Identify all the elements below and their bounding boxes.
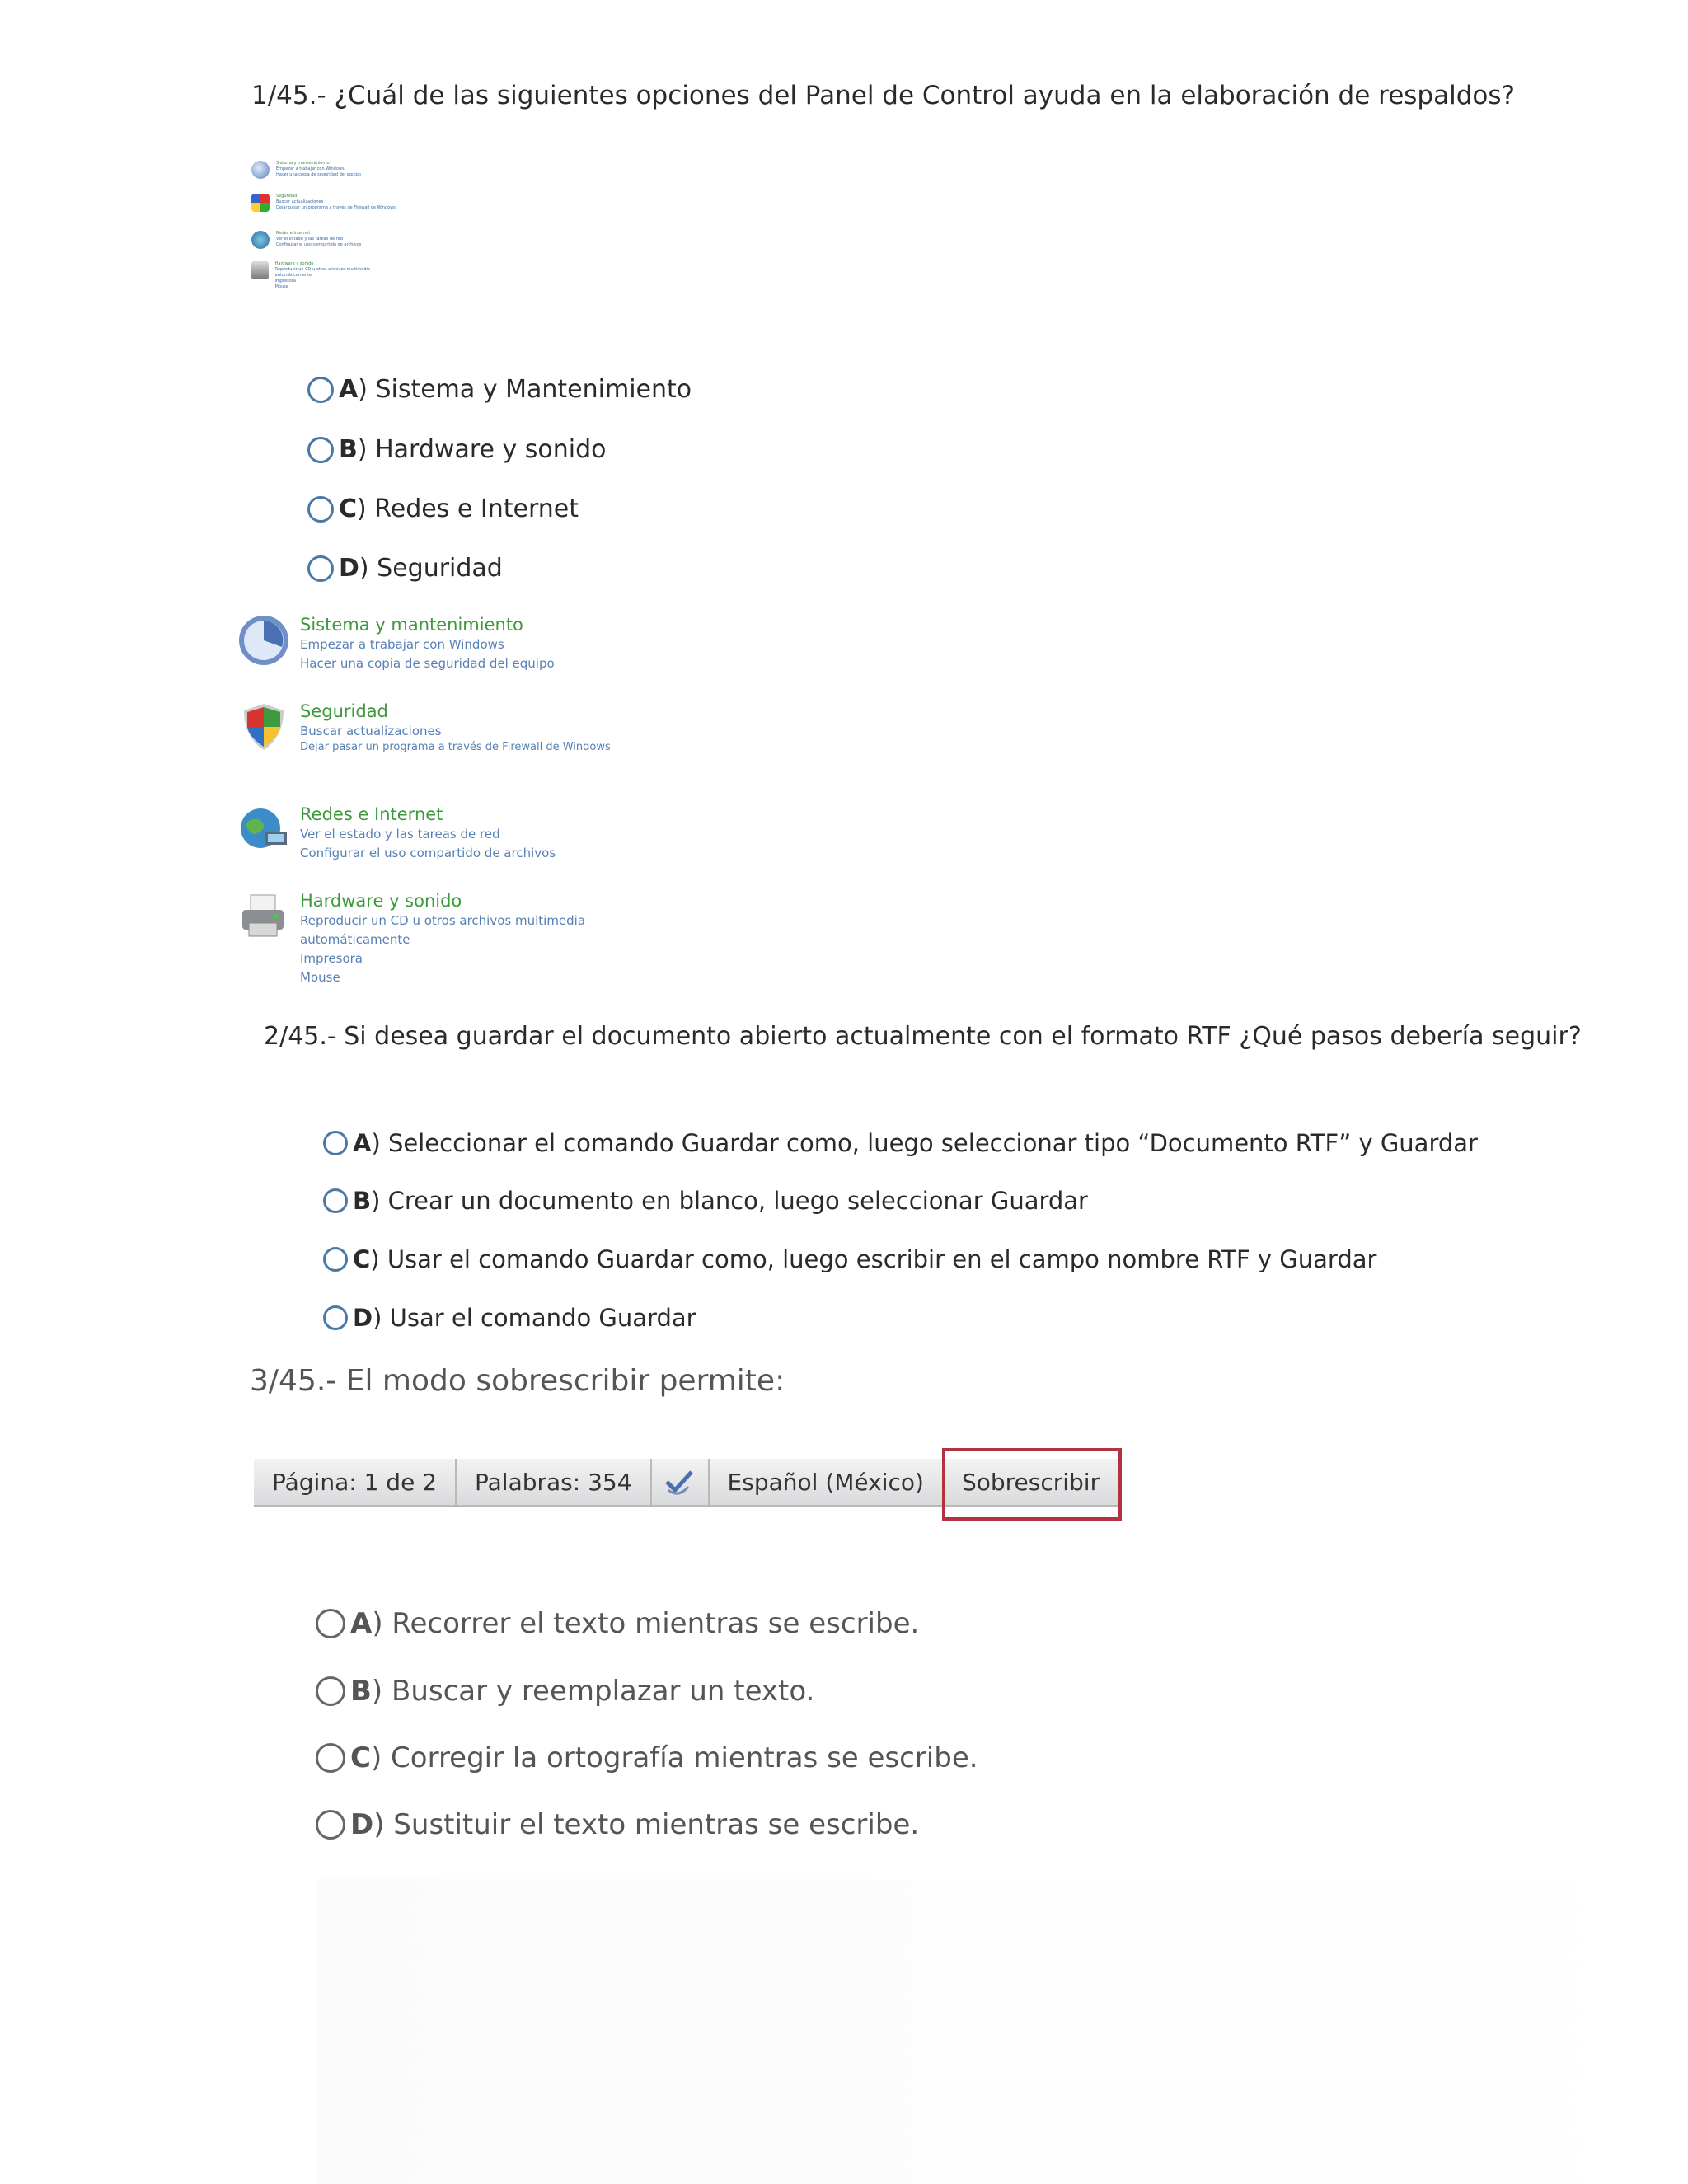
option-letter: B (350, 1675, 372, 1708)
option-text: ) Recorrer el texto mientras se escribe. (372, 1607, 920, 1640)
q3-option-c[interactable] (316, 1741, 978, 1774)
option-text: ) Redes e Internet (357, 494, 579, 523)
q3-option-a[interactable] (316, 1607, 919, 1640)
option-text: ) Usar el comando Guardar como, luego escribir en el campo nombre RTF y Guardar (370, 1245, 1377, 1273)
q3-option-b[interactable] (316, 1675, 814, 1708)
option-text: ) Buscar y reemplazar un texto. (371, 1675, 815, 1708)
q2-option-d[interactable] (323, 1304, 696, 1332)
security-shield-icon (237, 701, 290, 753)
q1-option-d[interactable] (307, 554, 503, 583)
radio-button[interactable] (316, 1743, 345, 1773)
option-text: ) Corregir la ortografía mientras se escribe. (370, 1741, 978, 1774)
cp-item-title: Redes e Internet (300, 804, 443, 824)
option-letter: C (339, 494, 358, 523)
q2-option-b[interactable] (323, 1187, 1088, 1215)
security-shield-icon (251, 194, 270, 212)
hardware-printer-icon (251, 261, 269, 279)
option-letter: D (339, 554, 359, 583)
cp-thumb-link: Empezar a trabajar con Windows (276, 166, 345, 171)
cp-thumb-title: Sistema y mantenimiento (276, 161, 330, 166)
faded-page-area (316, 1879, 1684, 2184)
option-text: ) Sustituir el texto mientras se escribe. (373, 1808, 920, 1841)
cp-item-link: Impresora (300, 951, 363, 966)
q2-option-a[interactable] (323, 1129, 1478, 1157)
cp-item-link: Mouse (300, 970, 340, 985)
cp-item-hardware (237, 890, 613, 987)
option-letter: D (350, 1808, 374, 1841)
cp-thumb-link: Configurar el uso compartido de archivos (276, 242, 362, 247)
cp-thumb-title: Hardware y sonido (274, 261, 314, 266)
cp-thumb-item-network (251, 231, 361, 249)
cp-item-title: Seguridad (300, 701, 388, 721)
status-words: Palabras: 354 (457, 1459, 652, 1505)
radio-button[interactable] (316, 1609, 345, 1638)
option-letter: A (350, 1607, 373, 1640)
option-text: ) Crear un documento en blanco, luego seleccionar Guardar (371, 1187, 1088, 1215)
option-letter: B (353, 1187, 372, 1215)
cp-thumb-link: Reproducir un CD u otros archivos multimedia automáticamente (274, 267, 370, 278)
radio-button[interactable] (307, 437, 334, 463)
cp-thumb-link: Ver el estado y las tareas de red (276, 237, 343, 241)
cp-item-link: Reproducir un CD u otros archivos multimedia automáticamente (300, 913, 586, 947)
q1-option-a[interactable] (307, 375, 692, 404)
option-text: ) Sistema y Mantenimiento (358, 375, 692, 404)
cp-item-security (237, 701, 611, 754)
cp-thumb-link: Mouse (274, 284, 288, 289)
cp-thumb-link: Impresora (274, 279, 296, 284)
control-panel-thumbnail (251, 161, 400, 305)
question-2-title: 2/45.- Si desea guardar el documento abierto actualmente con el formato RTF ¿Qué pasos debería seguir? (264, 1022, 1582, 1051)
cp-item-link: Configurar el uso compartido de archivos (300, 846, 556, 860)
network-globe-icon (251, 231, 270, 249)
cp-thumb-link: Buscar actualizaciones (276, 199, 324, 204)
q2-option-c[interactable] (323, 1245, 1376, 1273)
cp-thumb-item-security (251, 194, 396, 212)
cp-thumb-link: Dejar pasar un programa a través de Firewall de Windows (276, 205, 396, 210)
radio-button[interactable] (323, 1131, 348, 1155)
cp-thumb-link: Hacer una copia de seguridad del equipo (276, 172, 361, 177)
cp-item-link: Ver el estado y las tareas de red (300, 827, 500, 841)
cp-thumb-title: Seguridad (276, 194, 298, 199)
cp-item-title: Sistema y mantenimiento (300, 615, 523, 635)
spellcheck-icon (652, 1459, 710, 1505)
cp-thumb-title: Redes e Internet (276, 231, 311, 236)
network-globe-icon (237, 804, 290, 856)
option-text: ) Seleccionar el comando Guardar como, luego seleccionar tipo “Documento RTF” y Guardar (371, 1129, 1478, 1157)
cp-thumb-item-hardware (251, 261, 400, 290)
status-page: Página: 1 de 2 (254, 1459, 457, 1505)
status-language: Español (México) (710, 1459, 944, 1505)
option-text: ) Usar el comando Guardar (373, 1304, 696, 1332)
radio-button[interactable] (316, 1676, 345, 1706)
cp-item-link: Hacer una copia de seguridad del equipo (300, 656, 555, 671)
q1-option-c[interactable] (307, 494, 579, 523)
status-overwrite: Sobrescribir (961, 1468, 1100, 1496)
option-letter: A (339, 375, 359, 404)
cp-thumb-item-system (251, 161, 361, 179)
radio-button[interactable] (307, 377, 334, 403)
option-letter: C (350, 1741, 371, 1774)
system-maintenance-icon (251, 161, 270, 179)
cp-item-link: Dejar pasar un programa a través de Firewall de Windows (300, 741, 611, 753)
cp-item-system (237, 614, 555, 673)
radio-button[interactable] (316, 1810, 345, 1840)
question-1-title: 1/45.- ¿Cuál de las siguientes opciones del Panel de Control ayuda en la elaboración de respaldos? (251, 81, 1515, 110)
overwrite-highlight-box (942, 1448, 1122, 1521)
cp-item-link: Buscar actualizaciones (300, 724, 442, 738)
option-letter: A (353, 1129, 372, 1157)
control-panel-image (237, 614, 666, 1001)
radio-button[interactable] (307, 555, 334, 582)
cp-item-network (237, 804, 556, 863)
cp-item-link: Empezar a trabajar con Windows (300, 637, 504, 652)
radio-button[interactable] (323, 1247, 348, 1272)
radio-button[interactable] (323, 1188, 348, 1213)
hardware-printer-icon (237, 890, 290, 943)
cp-item-title: Hardware y sonido (300, 891, 462, 911)
radio-button[interactable] (307, 496, 334, 523)
option-letter: B (339, 435, 358, 464)
system-maintenance-icon (237, 614, 290, 667)
option-letter: C (353, 1245, 371, 1273)
q3-option-d[interactable] (316, 1808, 919, 1841)
option-letter: D (353, 1304, 373, 1332)
option-text: ) Seguridad (359, 554, 503, 583)
question-3-title: 3/45.- El modo sobrescribir permite: (250, 1364, 785, 1398)
radio-button[interactable] (323, 1305, 348, 1330)
q1-option-b[interactable] (307, 435, 607, 464)
option-text: ) Hardware y sonido (357, 435, 607, 464)
